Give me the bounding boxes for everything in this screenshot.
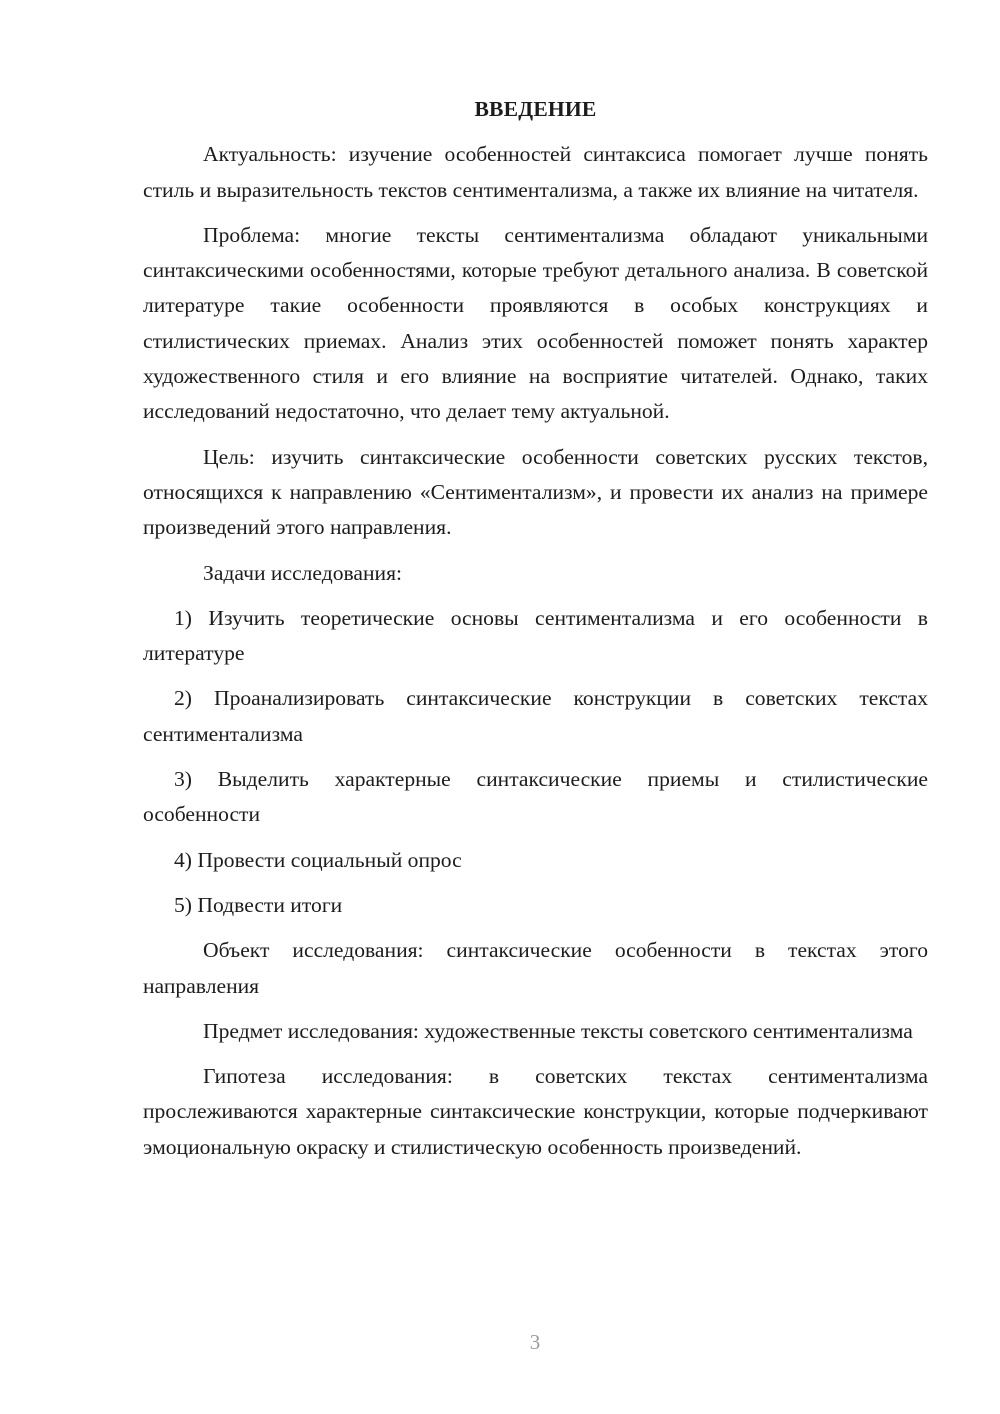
page-content (143, 92, 928, 1175)
problem-paragraph: Проблема: многие тексты сентиментализма обладают уникальными синтаксическими особенностями, которые требуют детального анализа. В советской литературе такие особенности проявляются в особых конструкциях и стилистических приемах. Анализ этих особенностей поможет понять характер художественного стиля и его влияние на восприятие читателей. Однако, таких исследований недостаточно, что делает тему актуальной. (143, 222, 928, 424)
tasks-intro: Задачи исследования: (203, 560, 403, 585)
list-item: 4) Провести социальный опрос (174, 847, 462, 872)
section-heading: ВВЕДЕНИЕ (474, 97, 597, 121)
list-item: 2) Проанализировать синтаксические конструкции в советских текстах сентиментализма (143, 686, 928, 746)
object-paragraph: Объект исследования: синтаксические особенности в текстах этого направления (143, 938, 928, 998)
subject-paragraph: Предмет исследования: художественные тексты советского сентиментализма (203, 1018, 913, 1043)
goal-paragraph: Цель: изучить синтаксические особенности советских русских текстов, относящихся к направлению «Сентиментализм», и провести их анализ на примере произведений этого направления. (143, 444, 928, 540)
list-item: 1) Изучить теоретические основы сентиментализма и его особенности в литературе (143, 605, 928, 666)
page-number: 3 (529, 1330, 541, 1354)
list-item: 5) Подвести итоги (174, 892, 343, 917)
hypothesis-paragraph: Гипотеза исследования: в советских текстах сентиментализма прослеживаются характерные синтаксические конструкции, которые подчеркивают эмоциональную окраску и стилистическую особенность произведений. (143, 1064, 928, 1159)
relevance-paragraph: Актуальность: изучение особенностей синтаксиса помогает лучше понять стиль и выразительность текстов сентиментализма, а также их влияние на читателя. (143, 142, 928, 202)
list-item: 3) Выделить характерные синтаксические приемы и стилистические особенности (143, 767, 928, 827)
tasks-list (143, 601, 928, 923)
